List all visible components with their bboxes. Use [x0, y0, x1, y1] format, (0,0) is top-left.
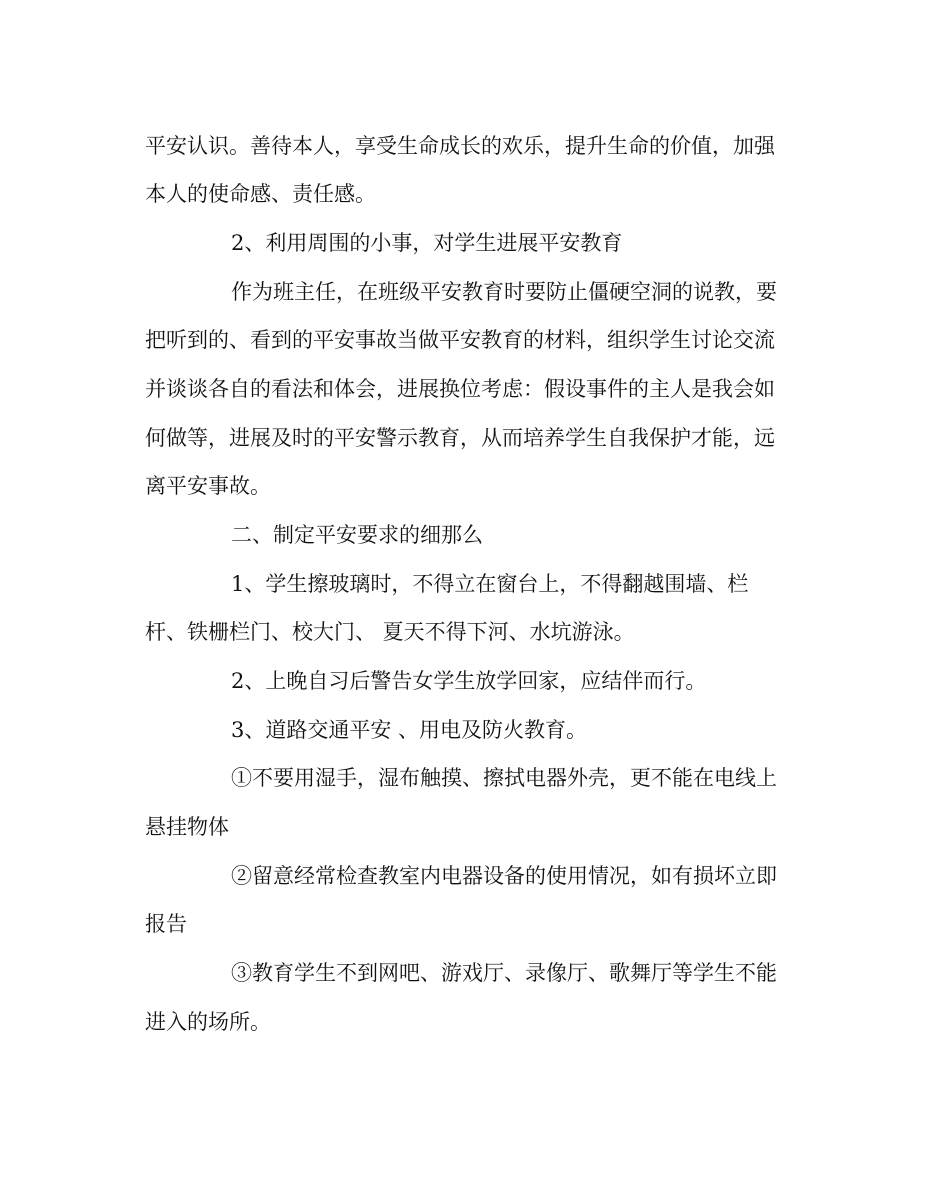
text-line: 何做等，进展及时的平安警示教育，从而培养学生自我保护才能，远	[145, 426, 775, 450]
text-line: 把听到的、看到的平安事故当做平安教育的材料，组织学生讨论交流	[145, 328, 775, 352]
text-line: 平安认识。善待本人，享受生命成长的欢乐，提升生命的价值，加强	[145, 134, 775, 158]
text-line: ①不要用湿手，湿布触摸、擦拭电器外壳，更不能在电线上	[231, 766, 777, 790]
text-line: 3、道路交通平安 、用电及防火教育。	[231, 718, 588, 742]
text-line: 悬挂物体	[145, 815, 229, 839]
text-line: 进入的场所。	[145, 1010, 271, 1034]
text-line: 离平安事故。	[145, 474, 271, 498]
text-line: 2、上晚自习后警告女学生放学回家，应结伴而行。	[231, 669, 707, 693]
text-line: 报告	[145, 912, 187, 936]
text-line: 本人的使命感、责任感。	[145, 182, 376, 206]
text-line: 并谈谈各自的看法和体会，进展换位考虑：假设事件的主人是我会如	[145, 377, 775, 401]
text-line: 2、利用周围的小事，对学生进展平安教育	[231, 231, 623, 255]
text-line: ②留意经常检查教室内电器设备的使用情况，如有损坏立即	[231, 864, 777, 888]
text-line: 作为班主任，在班级平安教育时要防止僵硬空洞的说教，要	[231, 280, 777, 304]
section-heading: 二、制定平安要求的细那么	[231, 523, 483, 547]
text-line: ③教育学生不到网吧、游戏厅、录像厅、歌舞厅等学生不能	[231, 961, 777, 985]
text-line: 杆、铁栅栏门、校大门、 夏天不得下河、水坑游泳。	[145, 620, 635, 644]
text-line: 1、学生擦玻璃时，不得立在窗台上，不得翻越围墙、栏	[231, 572, 749, 596]
